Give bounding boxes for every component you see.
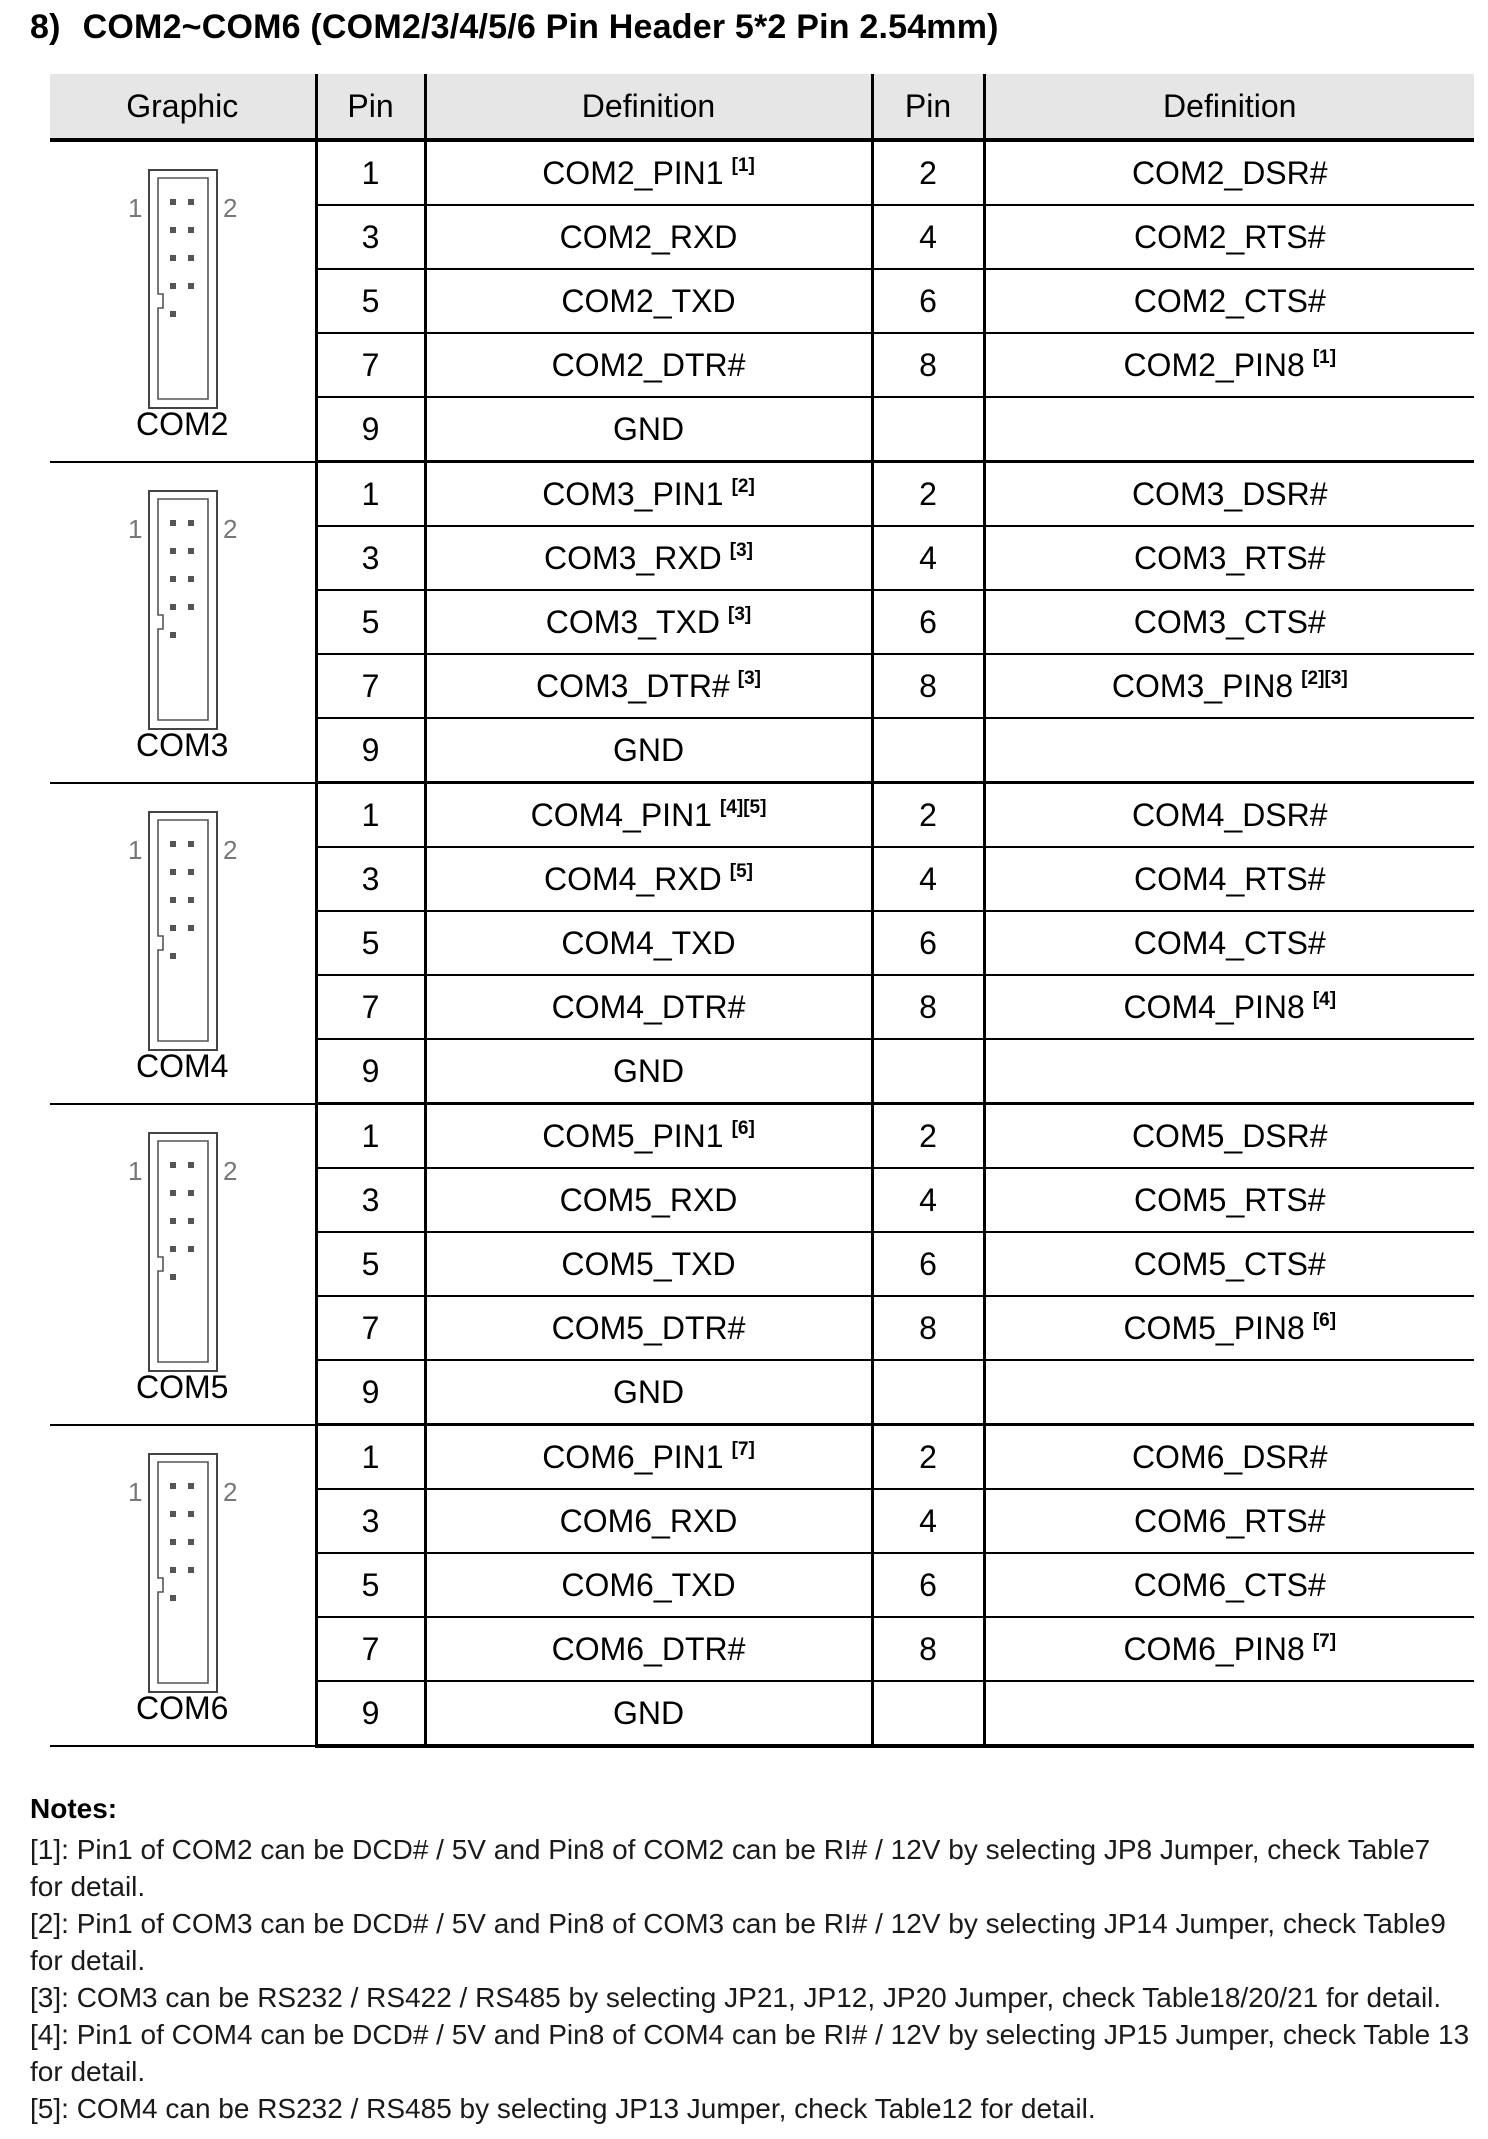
pin-number: 4 — [872, 1489, 984, 1553]
pin-dot — [188, 1218, 194, 1224]
pin-definition — [984, 1425, 1474, 1490]
pin-definition — [425, 975, 872, 1039]
pin-definition — [425, 911, 872, 975]
pin-definition — [984, 783, 1474, 848]
footnote-ref: [6] — [731, 1117, 755, 1139]
pin-dot — [188, 604, 194, 610]
pin1-label: 1 — [128, 1155, 143, 1186]
signal-name: COM2_DSR# — [1131, 154, 1328, 191]
section-title-text: COM2~COM6 (COM2/3/4/5/6 Pin Header 5*2 Pin 2.54mm) — [82, 8, 999, 46]
pin-number — [872, 1039, 984, 1104]
signal-name: COM5_PIN8 — [1123, 1309, 1305, 1346]
signal-name: COM5_DSR# — [1131, 1117, 1328, 1154]
pin-definition — [984, 1489, 1474, 1553]
pin-definition — [425, 205, 872, 269]
pin-definition — [984, 975, 1474, 1039]
signal-name: GND — [612, 410, 685, 447]
pin-number: 2 — [872, 462, 984, 527]
pin-dot — [188, 283, 194, 289]
signal-name: COM3_PIN1 — [542, 475, 724, 512]
pin-number: 4 — [872, 526, 984, 590]
pin-dot — [188, 1246, 194, 1252]
signal-name: COM4_DTR# — [551, 988, 746, 1025]
pin-dot — [170, 925, 176, 931]
pin-dot — [188, 925, 194, 931]
pin-definition — [425, 1104, 872, 1169]
pin-definition — [984, 1553, 1474, 1617]
signal-name: COM2_PIN8 — [1123, 346, 1305, 383]
pin-definition — [425, 1039, 872, 1104]
pin-definition — [425, 140, 872, 205]
footnote-ref: [4] — [1312, 988, 1337, 1010]
pin-number: 4 — [872, 205, 984, 269]
pin-definition — [984, 1232, 1474, 1296]
signal-name: COM5_TXD — [561, 1245, 736, 1282]
signal-name: COM6_RXD — [559, 1502, 738, 1539]
signal-name: COM3_PIN8 — [1111, 667, 1294, 704]
signal-name: GND — [612, 1052, 685, 1089]
connector-name: COM3 — [136, 726, 229, 763]
footnote-ref: [2][3] — [1301, 667, 1348, 689]
pin-definition — [984, 1168, 1474, 1232]
pin-dot — [170, 1162, 176, 1168]
pin1-label: 1 — [128, 1477, 143, 1507]
pin2-label: 2 — [223, 1155, 238, 1186]
pin-dot — [170, 255, 176, 261]
signal-name: COM6_TXD — [561, 1566, 736, 1603]
section-number: 8) — [30, 8, 61, 46]
pin-dot — [188, 199, 194, 205]
pin-definition — [984, 1039, 1474, 1104]
pin-number: 8 — [872, 333, 984, 397]
signal-name: GND — [612, 731, 685, 768]
note-item: [4]: Pin1 of COM4 can be DCD# / 5V and Pin8 of COM4 can be RI# / 12V by selecting JP15 Jumper, check Table 13 for detail. — [30, 2019, 1470, 2087]
signal-name: COM3_DSR# — [1131, 475, 1328, 512]
pin-dot — [188, 1539, 194, 1545]
pin-definition — [425, 590, 872, 654]
signal-name: COM5_CTS# — [1133, 1245, 1326, 1282]
pin-dot — [170, 227, 176, 233]
pin-definition — [425, 1489, 872, 1553]
pin1-label: 1 — [128, 834, 143, 865]
pin-dot — [188, 1162, 194, 1168]
note-item: [1]: Pin1 of COM2 can be DCD# / 5V and Pin8 of COM2 can be RI# / 12V by selecting JP8 Jumper, check Table7 for detail. — [30, 1834, 1431, 1902]
pin-number: 5 — [316, 269, 425, 333]
signal-name: COM5_DTR# — [551, 1309, 746, 1346]
pin-number: 8 — [872, 654, 984, 718]
pin-dot — [170, 1218, 176, 1224]
pin-definition — [425, 1681, 872, 1746]
pin-definition — [984, 590, 1474, 654]
pin-number: 1 — [316, 462, 425, 527]
footnote-ref: [6] — [1312, 1309, 1337, 1331]
pin1-label: 1 — [128, 192, 143, 223]
pin-definition — [984, 140, 1474, 205]
section-title — [30, 8, 999, 47]
connector-graphic — [50, 785, 315, 1103]
pin-definition — [425, 333, 872, 397]
pin-dot — [170, 548, 176, 554]
pin-dot — [170, 1511, 176, 1517]
signal-name: COM2_CTS# — [1133, 282, 1326, 319]
table-header-row — [50, 74, 1474, 140]
pin2-label: 2 — [223, 1477, 238, 1507]
pin-dot — [170, 1595, 176, 1601]
pin-dot — [188, 576, 194, 582]
notes-section — [30, 1790, 1470, 2127]
footnote-ref: [2] — [731, 475, 755, 497]
pin-number: 8 — [872, 1617, 984, 1681]
pin-dot — [170, 199, 176, 205]
signal-name: COM4_RTS# — [1134, 860, 1326, 897]
pin2-label: 2 — [223, 513, 238, 544]
footnote-ref: [7] — [1312, 1630, 1337, 1652]
table-row — [50, 1104, 1474, 1169]
header-graphic: Graphic — [50, 74, 316, 140]
pin-number: 2 — [872, 1425, 984, 1490]
footnote-ref: [3] — [729, 539, 754, 561]
pin-number — [872, 397, 984, 462]
pin-definition — [425, 654, 872, 718]
pin-definition — [425, 847, 872, 911]
pin-number: 4 — [872, 1168, 984, 1232]
pin-number: 3 — [316, 1168, 425, 1232]
pin-definition — [984, 333, 1474, 397]
connector-graphic — [50, 1106, 315, 1424]
pin-number: 6 — [872, 911, 984, 975]
connector-graphic-cell — [50, 140, 316, 462]
pin-number: 6 — [872, 269, 984, 333]
pin-definition — [984, 1617, 1474, 1681]
signal-name: COM4_RXD — [543, 860, 722, 897]
connector-graphic — [50, 1427, 315, 1745]
notes-heading: Notes: — [30, 1793, 118, 1824]
pin-definition — [425, 1232, 872, 1296]
pin-number: 3 — [316, 847, 425, 911]
pin-dot — [170, 1274, 176, 1280]
connector-graphic-cell — [50, 462, 316, 783]
pin-definition — [425, 1425, 872, 1490]
pin-dot — [170, 1483, 176, 1489]
pin-definition — [984, 847, 1474, 911]
pin-number: 3 — [316, 1489, 425, 1553]
pin-definition — [425, 1553, 872, 1617]
pin-definition — [984, 1360, 1474, 1425]
footnote-ref: [7] — [731, 1438, 755, 1460]
pin-number: 9 — [316, 1039, 425, 1104]
pin2-label: 2 — [223, 192, 238, 223]
signal-name: COM2_TXD — [561, 282, 736, 319]
signal-name: COM3_CTS# — [1133, 603, 1326, 640]
pin-definition-table — [50, 74, 1474, 1748]
signal-name: COM3_TXD — [545, 603, 720, 640]
pin-definition — [984, 205, 1474, 269]
pin-dot — [170, 897, 176, 903]
connector-name: COM6 — [136, 1690, 229, 1726]
connector-graphic-cell — [50, 1104, 316, 1425]
footnote-ref: [3] — [728, 603, 752, 625]
connector-name: COM2 — [136, 405, 229, 442]
signal-name: COM4_DSR# — [1131, 796, 1328, 833]
pin-definition — [984, 269, 1474, 333]
signal-name: COM6_RTS# — [1134, 1502, 1326, 1539]
signal-name: GND — [612, 1694, 685, 1731]
pin-definition — [425, 397, 872, 462]
pin-number — [872, 1360, 984, 1425]
pin-definition — [425, 1168, 872, 1232]
signal-name: COM2_DTR# — [551, 346, 746, 383]
pin-number: 8 — [872, 975, 984, 1039]
pin-dot — [188, 869, 194, 875]
pin-dot — [170, 311, 176, 317]
signal-name: COM3_RXD — [543, 539, 722, 576]
pin-dot — [170, 283, 176, 289]
signal-name: COM6_DSR# — [1131, 1438, 1328, 1475]
signal-name: COM4_TXD — [561, 924, 736, 961]
connector-graphic — [50, 464, 315, 782]
header-pin-even: Pin — [872, 74, 984, 140]
pin1-label: 1 — [128, 513, 143, 544]
pin-definition — [984, 462, 1474, 527]
table-body — [50, 140, 1474, 1746]
signal-name: COM3_DTR# — [535, 667, 730, 704]
table-row — [50, 783, 1474, 848]
signal-name: COM5_PIN1 — [542, 1117, 724, 1154]
connector-graphic-cell — [50, 783, 316, 1104]
signal-name: COM5_RXD — [559, 1181, 738, 1218]
signal-name: GND — [612, 1373, 685, 1410]
pin-dot — [188, 1511, 194, 1517]
signal-name: COM6_DTR# — [551, 1630, 746, 1667]
pin-number: 6 — [872, 590, 984, 654]
pin-definition — [984, 718, 1474, 783]
pin-dot — [188, 520, 194, 526]
signal-name: COM4_PIN1 — [530, 796, 712, 833]
signal-name: COM3_RTS# — [1134, 539, 1326, 576]
pin-definition — [425, 783, 872, 848]
pin-dot — [170, 869, 176, 875]
note-item: [3]: COM3 can be RS232 / RS422 / RS485 by selecting JP21, JP12, JP20 Jumper, check Table18/20/21 for detail. — [30, 1982, 1442, 2013]
pin-number — [872, 718, 984, 783]
signal-name: COM5_RTS# — [1134, 1181, 1326, 1218]
pin-dot — [170, 632, 176, 638]
header-definition-even: Definition — [984, 74, 1474, 140]
pin-number: 5 — [316, 1553, 425, 1617]
signal-name: COM6_PIN1 — [542, 1438, 724, 1475]
pin-dot — [170, 1190, 176, 1196]
pin-definition — [425, 718, 872, 783]
pin-number: 1 — [316, 1425, 425, 1490]
signal-name: COM2_PIN1 — [542, 154, 724, 191]
pin2-label: 2 — [223, 834, 238, 865]
pin-number: 9 — [316, 1360, 425, 1425]
pin-number: 3 — [316, 205, 425, 269]
pin-number: 9 — [316, 1681, 425, 1746]
pin-dot — [188, 841, 194, 847]
pin-definition — [425, 1617, 872, 1681]
pin-number: 5 — [316, 1232, 425, 1296]
pin-number — [872, 1681, 984, 1746]
pin-number: 6 — [872, 1553, 984, 1617]
signal-name: COM2_RTS# — [1134, 218, 1326, 255]
footnote-ref: [4][5] — [719, 796, 767, 818]
pin-dot — [188, 255, 194, 261]
pin-definition — [984, 654, 1474, 718]
pin-definition — [425, 1296, 872, 1360]
pin-number: 1 — [316, 783, 425, 848]
connector-name: COM4 — [136, 1047, 229, 1084]
pin-definition — [425, 1360, 872, 1425]
pin-definition — [425, 526, 872, 590]
pin-definition — [984, 1681, 1474, 1746]
pin-number: 7 — [316, 1296, 425, 1360]
pin-number: 5 — [316, 911, 425, 975]
note-item: [2]: Pin1 of COM3 can be DCD# / 5V and Pin8 of COM3 can be RI# / 12V by selecting JP14 Jumper, check Table9 for detail. — [30, 1908, 1446, 1976]
pin-dot — [170, 604, 176, 610]
pin-number: 1 — [316, 140, 425, 205]
pin-dot — [170, 841, 176, 847]
pin-number: 4 — [872, 847, 984, 911]
pin-dot — [170, 1567, 176, 1573]
signal-name: COM6_PIN8 — [1123, 1630, 1305, 1667]
pin-number: 7 — [316, 333, 425, 397]
pin-number: 2 — [872, 1104, 984, 1169]
pin-definition — [984, 526, 1474, 590]
connector-graphic — [50, 143, 315, 461]
pin-number: 8 — [872, 1296, 984, 1360]
pin-dot — [188, 227, 194, 233]
footnote-ref: [3] — [737, 667, 762, 689]
header-pin-odd: Pin — [316, 74, 425, 140]
pin-dot — [170, 520, 176, 526]
pin-number: 1 — [316, 1104, 425, 1169]
connector-graphic-cell — [50, 1425, 316, 1747]
pin-number: 9 — [316, 397, 425, 462]
pin-definition — [984, 397, 1474, 462]
connector-name: COM5 — [136, 1368, 229, 1405]
pin-number: 7 — [316, 654, 425, 718]
pin-number: 7 — [316, 975, 425, 1039]
footnote-ref: [1] — [731, 154, 755, 176]
pin-number: 6 — [872, 1232, 984, 1296]
signal-name: COM4_CTS# — [1133, 924, 1326, 961]
pin-number: 9 — [316, 718, 425, 783]
pin-dot — [170, 1246, 176, 1252]
pin-definition — [425, 462, 872, 527]
pin-definition — [984, 1296, 1474, 1360]
footnote-ref: [5] — [729, 860, 754, 882]
signal-name: COM6_CTS# — [1133, 1566, 1326, 1603]
pin-definition — [425, 269, 872, 333]
pin-dot — [188, 897, 194, 903]
pin-dot — [170, 1539, 176, 1545]
pin-definition — [984, 911, 1474, 975]
pin-definition — [984, 1104, 1474, 1169]
table-row — [50, 462, 1474, 527]
pin-dot — [188, 1567, 194, 1573]
pin-dot — [188, 1483, 194, 1489]
pin-dot — [170, 953, 176, 959]
pin-dot — [170, 576, 176, 582]
signal-name: COM2_RXD — [559, 218, 738, 255]
pin-number: 2 — [872, 783, 984, 848]
note-item: [5]: COM4 can be RS232 / RS485 by selecting JP13 Jumper, check Table12 for detail. — [30, 2093, 1096, 2124]
table-row — [50, 140, 1474, 205]
pin-number: 7 — [316, 1617, 425, 1681]
header-definition-odd: Definition — [425, 74, 872, 140]
pin-number: 2 — [872, 140, 984, 205]
signal-name: COM4_PIN8 — [1123, 988, 1305, 1025]
pin-number: 5 — [316, 590, 425, 654]
pin-number: 3 — [316, 526, 425, 590]
footnote-ref: [1] — [1312, 346, 1337, 368]
pin-dot — [188, 548, 194, 554]
table-row — [50, 1425, 1474, 1490]
pin-dot — [188, 1190, 194, 1196]
